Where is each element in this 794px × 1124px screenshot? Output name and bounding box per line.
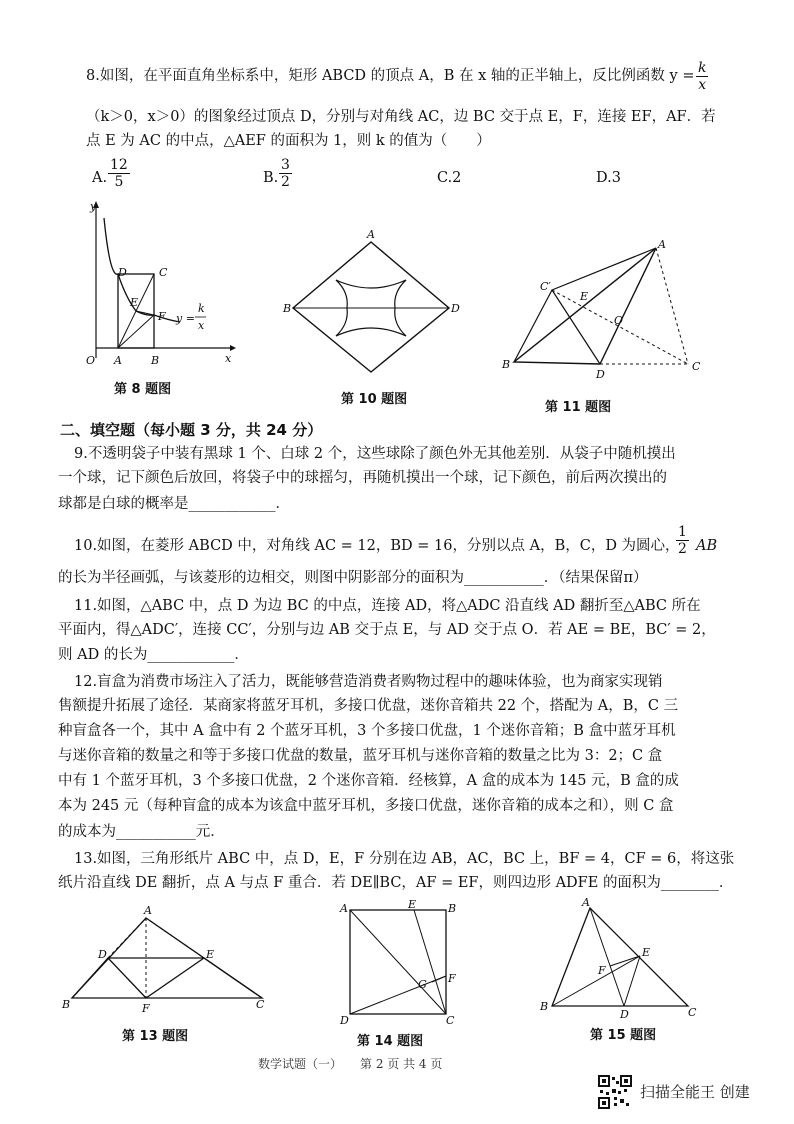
figure-10 bbox=[283, 228, 463, 372]
fig11-label-d: D bbox=[596, 368, 605, 381]
qr-code-icon bbox=[598, 1075, 632, 1109]
fig15-label-e: E bbox=[642, 946, 651, 959]
q10-line2: 的长为半径画弧，与该菱形的边相交，则图中阴影部分的面积为___________．（结果保留π） bbox=[58, 570, 648, 586]
figure-15 bbox=[538, 898, 708, 1022]
fig8-label-c: C bbox=[159, 266, 168, 279]
fig15-label-f: F bbox=[598, 964, 606, 977]
q8-option-a-label: A. bbox=[92, 170, 108, 186]
fig13-label-b: B bbox=[62, 998, 71, 1011]
q8-option-d: D.3 bbox=[596, 170, 621, 186]
fig14-label-g: G bbox=[418, 978, 427, 991]
fig8-label-xden: x bbox=[198, 319, 205, 332]
q9-line1: 9.不透明袋子中装有黑球 1 个、白球 2 个，这些球除了颜色外无其他差别．从袋子中随机摸出 bbox=[74, 446, 676, 462]
figure-11 bbox=[500, 238, 710, 381]
q11-line2: 平面内，得△ADC′，连接 CC′，分别与边 AB 交于点 E，与 AD 交于点 O．若 AE = BE，BC′ = 2， bbox=[58, 622, 716, 638]
fig14-label-c: C bbox=[446, 1014, 455, 1027]
q12-line7: 的成本为___________元． bbox=[58, 824, 225, 840]
q8-option-b-fraction: $\frac{3}{2}$ bbox=[281, 157, 290, 190]
q10-fraction-half: $\frac{1}{2}$ bbox=[678, 524, 687, 557]
q10-line1: 10.如图，在菱形 ABCD 中，对角线 AC = 12，BD = 16，分别以点 A，B，C，D 为圆心， bbox=[74, 538, 680, 554]
q8-option-b-label: B. bbox=[263, 170, 279, 186]
fig8-label-d: D bbox=[118, 266, 127, 279]
fig13-label-a: A bbox=[144, 904, 152, 917]
fig8-label-o: O bbox=[86, 354, 96, 367]
fig13-label-e: E bbox=[206, 948, 215, 961]
q11-line1: 11.如图，△ABC 中，点 D 为边 BC 的中点，连接 AD，将△ADC 沿直线 AD 翻折至△ABC 所在 bbox=[74, 598, 701, 614]
fig8-label-b: B bbox=[151, 354, 160, 367]
fig15-label-b: B bbox=[540, 1000, 549, 1013]
q12-line4: 与迷你音箱的数量之和等于多接口优盘的数量，蓝牙耳机与迷你音箱的数量之比为 3：2；C 盒 bbox=[58, 748, 663, 764]
fig8-label-y: y bbox=[90, 200, 97, 213]
q13-line2: 纸片沿直线 DE 翻折，点 A 与点 F 重合．若 DE∥BC，AF = EF，则四边形 ADFE 的面积为________． bbox=[58, 875, 734, 891]
fig10-caption: 第 10 题图 bbox=[341, 392, 408, 407]
fig11-label-o: O bbox=[614, 314, 624, 327]
q13-line1: 13.如图，三角形纸片 ABC 中，点 D，E，F 分别在边 AB，AC，BC 上，BF = 4，CF = 6，将这张 bbox=[74, 851, 735, 867]
fig8-label-x: x bbox=[225, 352, 232, 365]
fig15-caption: 第 15 题图 bbox=[590, 1028, 657, 1043]
fig14-label-f: F bbox=[448, 972, 456, 985]
q12-line2: 售额提升拓展了途径．某商家将蓝牙耳机，多接口优盘，迷你音箱共 22 个，搭配为 A，B，C 三 bbox=[58, 698, 679, 714]
figure-8 bbox=[80, 198, 240, 368]
q8-line2: （k＞0，x＞0）的图象经过顶点 D，分别与对角线 AC，边 BC 交于点 E，F，连接 EF，AF．若 bbox=[86, 109, 716, 125]
fig13-caption: 第 13 题图 bbox=[122, 1029, 189, 1044]
q8-option-a-fraction: $\frac{12}{5}$ bbox=[110, 157, 128, 190]
fig10-label-b: B bbox=[283, 302, 292, 315]
fig10-label-a: A bbox=[367, 228, 375, 241]
fig11-label-cprime: C′ bbox=[540, 280, 551, 293]
fig8-label-k: k bbox=[198, 302, 205, 315]
q12-line5: 中有 1 个蓝牙耳机，3 个多接口优盘，2 个迷你音箱．经核算，A 盒的成本为 145 元，B 盒的成 bbox=[58, 773, 679, 789]
fig13-label-f: F bbox=[142, 1002, 150, 1015]
fig11-label-c: C bbox=[692, 360, 701, 373]
section2-title: 二、填空题（每小题 3 分，共 24 分） bbox=[60, 421, 323, 439]
q12-line3: 种盲盒各一个，其中 A 盒中有 2 个蓝牙耳机，3 个多接口优盘，1 个迷你音箱；B 盒中蓝牙耳机 bbox=[58, 723, 676, 739]
q8-option-c: C.2 bbox=[437, 170, 462, 186]
q8-line3: 点 E 为 AC 的中点，△AEF 的面积为 1，则 k 的值为（ ） bbox=[86, 133, 491, 149]
fig8-label-e: E bbox=[130, 296, 139, 309]
q9-line3: 球都是白球的概率是____________． bbox=[58, 496, 290, 512]
fig15-label-a: A bbox=[582, 896, 590, 909]
page-footer: 数学试题（一） 第 2 页 共 4 页 bbox=[258, 1057, 443, 1071]
fig11-label-b: B bbox=[502, 358, 511, 371]
figure-14 bbox=[338, 898, 468, 1027]
scanner-watermark: 扫描全能王 创建 bbox=[640, 1083, 750, 1101]
fig8-label-a: A bbox=[114, 354, 122, 367]
q10-frac-after: AB bbox=[696, 538, 718, 554]
q8-line1: 8.如图，在平面直角坐标系中，矩形 ABCD 的顶点 A，B 在 x 轴的正半轴上，反比例函数 y = bbox=[86, 68, 695, 84]
fig14-label-a: A bbox=[340, 902, 348, 915]
q11-line3: 则 AD 的长为____________． bbox=[58, 647, 249, 663]
fig8-label-f: F bbox=[158, 310, 166, 323]
q12-line6: 本为 245 元（每种盲盒的成本为该盒中蓝牙耳机，多接口优盘，迷你音箱的成本之和），则 C 盒 bbox=[58, 798, 674, 814]
fig13-label-c: C bbox=[256, 998, 265, 1011]
q9-line2: 一个球，记下颜色后放回，将袋子中的球摇匀，再随机摸出一个球，记下颜色，前后两次摸出的 bbox=[58, 470, 667, 486]
fig14-label-e: E bbox=[408, 898, 417, 911]
figure-13 bbox=[62, 904, 282, 1018]
fig15-label-c: C bbox=[688, 1006, 697, 1019]
fig8-caption: 第 8 题图 bbox=[114, 382, 172, 397]
fig11-label-e: E bbox=[580, 290, 589, 303]
fig11-label-a: A bbox=[658, 238, 666, 251]
fig15-label-d: D bbox=[620, 1008, 629, 1021]
fig14-caption: 第 14 题图 bbox=[357, 1034, 424, 1049]
fig14-label-b: B bbox=[448, 902, 457, 915]
fig10-label-d: D bbox=[451, 302, 460, 315]
q12-line1: 12.盲盒为消费市场注入了活力，既能够营造消费者购物过程中的趣味体验，也为商家实现销 bbox=[74, 674, 663, 690]
q8-fraction-k-over-x: $\frac{k}{x}$ bbox=[698, 60, 707, 93]
fig8-label-func: y = bbox=[176, 312, 195, 325]
fig11-caption: 第 11 题图 bbox=[545, 400, 612, 415]
fig13-label-d: D bbox=[98, 948, 107, 961]
fig14-label-d: D bbox=[340, 1014, 349, 1027]
